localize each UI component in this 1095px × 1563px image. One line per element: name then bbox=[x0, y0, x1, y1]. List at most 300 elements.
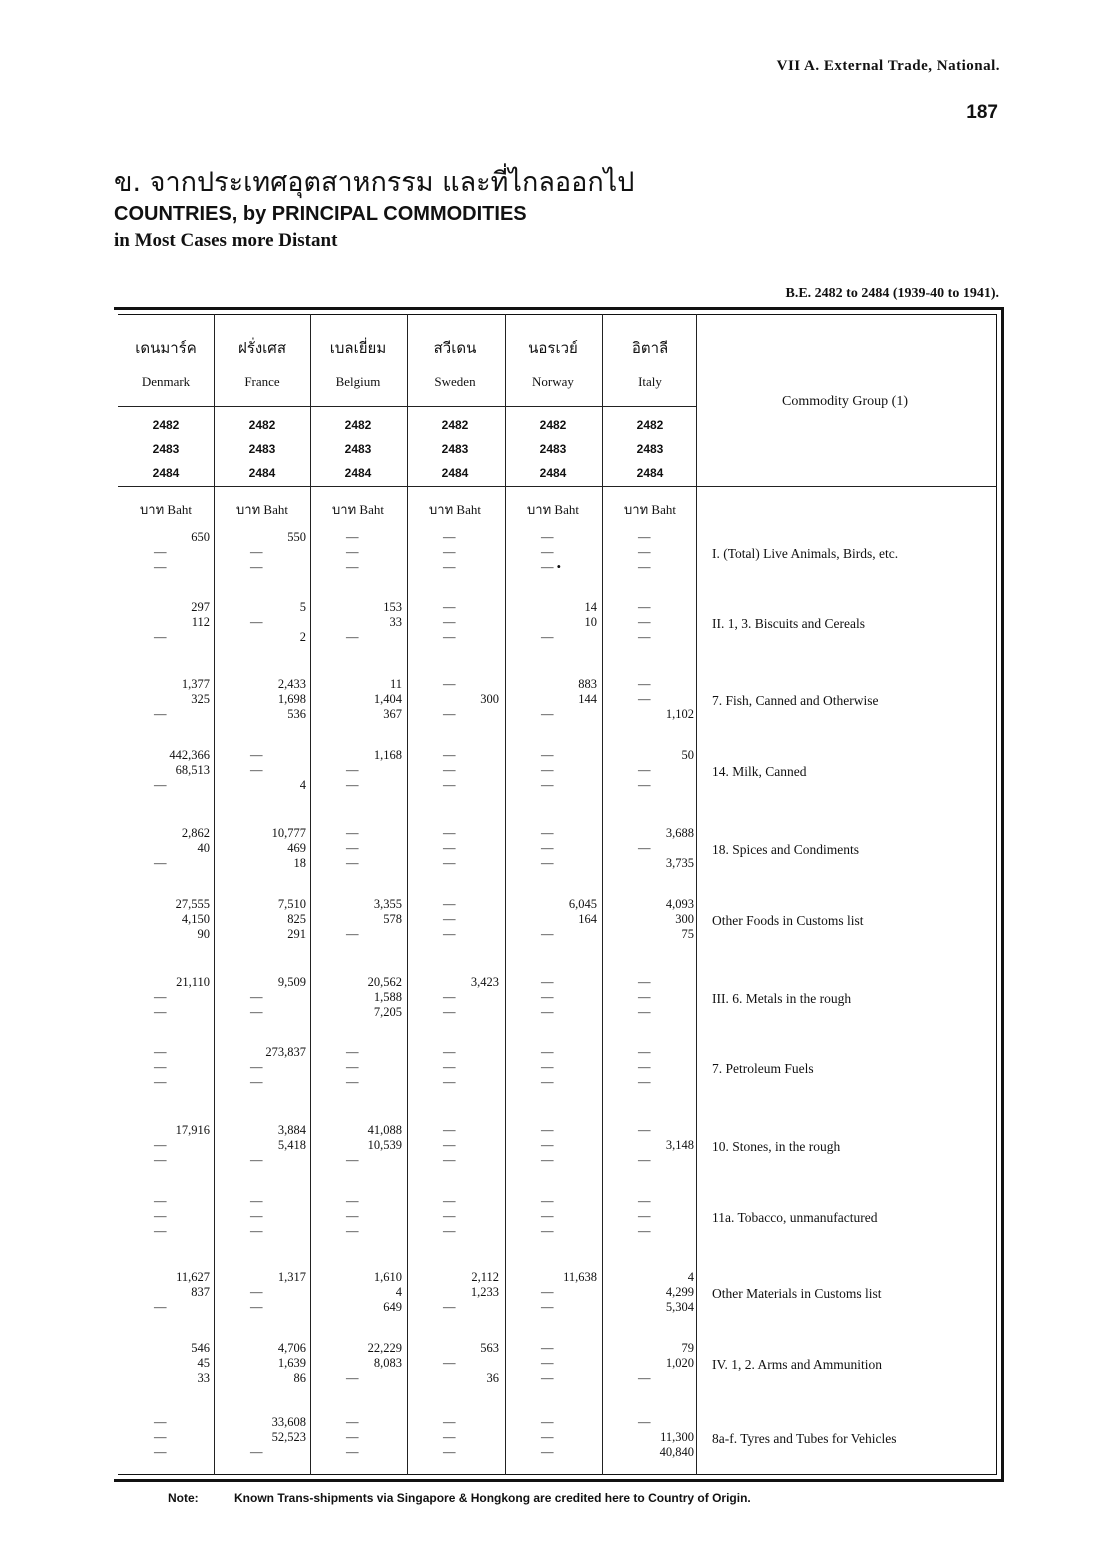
cell-value: 11,638 bbox=[563, 1270, 597, 1284]
cell-value: — bbox=[346, 1045, 359, 1059]
cell-value: — bbox=[443, 841, 456, 855]
cell-value: — bbox=[346, 630, 359, 644]
table-cell bbox=[214, 897, 306, 942]
cell-value: — bbox=[154, 560, 167, 574]
commodity-label: Other Materials in Customs list bbox=[712, 1286, 882, 1301]
table-cell bbox=[310, 897, 402, 942]
cell-value: 546 bbox=[191, 1341, 210, 1355]
section-header: VII A. External Trade, National. bbox=[776, 58, 1000, 74]
cell-value: 1,404 bbox=[373, 692, 402, 706]
cell-value: — bbox=[443, 1194, 456, 1208]
table-cell bbox=[310, 677, 402, 722]
title-thai: ข. จากประเทศอุตสาหกรรม และที่ไกลออกไป bbox=[114, 167, 635, 198]
cell-value: — bbox=[250, 1005, 263, 1019]
cell-value: — bbox=[250, 1194, 263, 1208]
cell-value: — bbox=[443, 1209, 456, 1223]
cell-value: — bbox=[443, 677, 456, 691]
column-header-thai: เบลเยี่ยม bbox=[329, 339, 387, 357]
cell-value: 10,539 bbox=[367, 1138, 402, 1152]
table-cell bbox=[310, 600, 402, 645]
cell-value: — bbox=[154, 1005, 167, 1019]
year-list bbox=[407, 413, 503, 485]
cell-value: — bbox=[541, 1415, 554, 1429]
cell-value: 68,513 bbox=[175, 763, 210, 777]
cell-value: — bbox=[250, 1445, 263, 1459]
cell-value: — bbox=[541, 545, 554, 559]
cell-value: 18 bbox=[293, 856, 306, 870]
header-rule bbox=[118, 406, 696, 407]
column-header-english: Denmark bbox=[141, 374, 191, 389]
cell-value: 1,317 bbox=[277, 1270, 306, 1284]
cell-value: 7,510 bbox=[277, 897, 306, 911]
table-cell bbox=[602, 1045, 694, 1090]
table-cell bbox=[310, 530, 402, 575]
cell-value: 33 bbox=[197, 1371, 210, 1385]
year-label: 2482 bbox=[152, 418, 180, 432]
table-cell bbox=[118, 1270, 210, 1315]
column-header-thai: นอรเวย์ bbox=[528, 339, 578, 357]
table-cell bbox=[214, 1270, 306, 1315]
cell-value: 650 bbox=[191, 530, 210, 544]
cell-value: — bbox=[541, 1371, 554, 1385]
cell-value: 27,555 bbox=[175, 897, 210, 911]
year-label: 2483 bbox=[636, 442, 664, 456]
cell-value: — bbox=[541, 1005, 554, 1019]
commodity-label: Other Foods in Customs list bbox=[712, 913, 864, 928]
cell-value: 3,735 bbox=[665, 856, 694, 870]
column-header-thai: เดนมาร์ค bbox=[135, 339, 197, 357]
cell-value: 3,688 bbox=[665, 826, 694, 840]
cell-value: — bbox=[541, 530, 554, 544]
table-cell bbox=[310, 1415, 402, 1460]
year-label: 2483 bbox=[539, 442, 567, 456]
cell-value: 1,377 bbox=[181, 677, 210, 691]
cell-value: — bbox=[443, 1153, 456, 1167]
table-cell bbox=[214, 677, 306, 722]
cell-value: — bbox=[541, 630, 554, 644]
table-cell bbox=[214, 1341, 306, 1386]
cell-value: 536 bbox=[287, 707, 306, 721]
cell-value: — bbox=[346, 1445, 359, 1459]
table-cell bbox=[602, 826, 694, 871]
table-cell bbox=[407, 600, 499, 645]
unit-label: บาท Baht bbox=[429, 502, 481, 517]
cell-value: 112 bbox=[191, 615, 210, 629]
cell-value: — bbox=[443, 707, 456, 721]
column-header-english: Sweden bbox=[434, 374, 476, 389]
cell-value: — bbox=[541, 975, 554, 989]
table-cell bbox=[118, 748, 210, 793]
title-english: COUNTRIES, by PRINCIPAL COMMODITIES bbox=[114, 203, 527, 225]
unit-label: บาท Baht bbox=[624, 502, 676, 517]
cell-value: — bbox=[154, 1194, 167, 1208]
table-cell bbox=[602, 748, 694, 793]
cell-value: — bbox=[250, 748, 263, 762]
cell-value: — bbox=[541, 927, 554, 941]
cell-value: 20,562 bbox=[367, 975, 402, 989]
table-cell bbox=[407, 1194, 499, 1239]
year-label: 2484 bbox=[636, 466, 664, 480]
cell-value: — bbox=[346, 1224, 359, 1238]
table-cell bbox=[407, 748, 499, 793]
year-label: 2482 bbox=[636, 418, 664, 432]
note-text: Known Trans-shipments via Singapore & Hongkong are credited here to Country of Origin. bbox=[234, 1491, 751, 1505]
cell-value: — bbox=[346, 841, 359, 855]
table-cell bbox=[602, 1415, 694, 1460]
cell-value: — bbox=[250, 990, 263, 1004]
cell-value: 291 bbox=[287, 927, 306, 941]
cell-value: — bbox=[541, 1045, 554, 1059]
cell-value: 825 bbox=[287, 912, 306, 926]
table-cell bbox=[602, 975, 694, 1020]
cell-value: — bbox=[154, 1209, 167, 1223]
table-cell bbox=[310, 1045, 402, 1090]
cell-value: — bbox=[638, 975, 651, 989]
cell-value: — bbox=[638, 530, 651, 544]
cell-value: — bbox=[443, 826, 456, 840]
year-label: 2482 bbox=[539, 418, 567, 432]
cell-value: — bbox=[443, 1005, 456, 1019]
cell-value: — bbox=[250, 1209, 263, 1223]
cell-value: 4 bbox=[687, 1270, 694, 1284]
cell-value: 325 bbox=[191, 692, 210, 706]
cell-value: — bbox=[250, 560, 263, 574]
table-cell bbox=[118, 1194, 210, 1239]
table-cell bbox=[118, 1045, 210, 1090]
cell-value: 1,610 bbox=[373, 1270, 402, 1284]
table-cell bbox=[505, 748, 597, 793]
cell-value: 10 bbox=[584, 615, 597, 629]
cell-value: — bbox=[541, 1445, 554, 1459]
cell-value: 33,608 bbox=[271, 1415, 306, 1429]
cell-value: 1,102 bbox=[665, 707, 694, 721]
cell-value: — bbox=[638, 545, 651, 559]
cell-value: — bbox=[443, 630, 456, 644]
cell-value: — bbox=[443, 912, 456, 926]
cell-value: 11,627 bbox=[176, 1270, 210, 1284]
table-cell bbox=[118, 677, 210, 722]
year-label: 2483 bbox=[344, 442, 372, 456]
year-label: 2484 bbox=[344, 466, 372, 480]
commodity-label: IV. 1, 2. Arms and Ammunition bbox=[712, 1357, 883, 1372]
cell-value: 4,150 bbox=[181, 912, 210, 926]
cell-value: — bbox=[638, 615, 651, 629]
commodity-label: 7. Petroleum Fuels bbox=[712, 1061, 814, 1076]
cell-value: 1,020 bbox=[665, 1356, 694, 1370]
cell-value: — bbox=[346, 826, 359, 840]
table-cell bbox=[214, 1045, 306, 1090]
cell-value: 86 bbox=[293, 1371, 306, 1385]
cell-value: — bbox=[154, 1060, 167, 1074]
page-number: 187 bbox=[966, 102, 998, 123]
table-cell bbox=[310, 1270, 402, 1315]
cell-value: 578 bbox=[383, 912, 402, 926]
year-label: 2483 bbox=[248, 442, 276, 456]
cell-value: — bbox=[541, 1153, 554, 1167]
subtitle-english: in Most Cases more Distant bbox=[114, 230, 338, 251]
cell-value: 40 bbox=[197, 841, 210, 855]
table-cell bbox=[505, 826, 597, 871]
year-list bbox=[505, 413, 601, 485]
table-cell bbox=[214, 748, 306, 793]
table-cell bbox=[118, 897, 210, 942]
table-cell bbox=[407, 1123, 499, 1168]
table-cell bbox=[214, 975, 306, 1020]
cell-value: 3,423 bbox=[470, 975, 499, 989]
cell-value: — bbox=[541, 748, 554, 762]
cell-value: — bbox=[250, 1300, 263, 1314]
cell-value: — bbox=[346, 560, 359, 574]
table-cell bbox=[214, 1194, 306, 1239]
cell-value: 164 bbox=[578, 912, 597, 926]
table-cell bbox=[407, 897, 499, 942]
table-cell bbox=[118, 530, 210, 575]
table-cell bbox=[214, 530, 306, 575]
cell-value: — bbox=[346, 1430, 359, 1444]
cell-value: — bbox=[154, 1138, 167, 1152]
table-cell bbox=[505, 1045, 597, 1090]
cell-value: — bbox=[154, 1445, 167, 1459]
cell-value: 1,233 bbox=[470, 1285, 499, 1299]
table-cell bbox=[407, 975, 499, 1020]
table-cell bbox=[407, 1270, 499, 1315]
cell-value: — bbox=[541, 841, 554, 855]
cell-value: — bbox=[443, 748, 456, 762]
cell-value: 837 bbox=[191, 1285, 210, 1299]
commodity-label: 14. Milk, Canned bbox=[712, 764, 807, 779]
cell-value: — bbox=[541, 1209, 554, 1223]
cell-value: — bbox=[250, 1285, 263, 1299]
cell-value: — bbox=[154, 778, 167, 792]
table-cell bbox=[602, 1194, 694, 1239]
cell-value: 144 bbox=[578, 692, 597, 706]
cell-value: — bbox=[154, 1300, 167, 1314]
cell-value: 4,093 bbox=[665, 897, 694, 911]
year-list bbox=[118, 413, 214, 485]
cell-value: 79 bbox=[681, 1341, 694, 1355]
table-cell bbox=[310, 1194, 402, 1239]
cell-value: — bbox=[443, 990, 456, 1004]
cell-value: — bbox=[638, 1123, 651, 1137]
table-cell bbox=[505, 975, 597, 1020]
table-cell bbox=[407, 677, 499, 722]
period-label: B.E. 2482 to 2484 (1939-40 to 1941). bbox=[785, 286, 999, 301]
cell-value: — bbox=[541, 856, 554, 870]
cell-value: 36 bbox=[486, 1371, 499, 1385]
cell-value: — bbox=[638, 1371, 651, 1385]
cell-value: 2,862 bbox=[181, 826, 210, 840]
cell-value: — bbox=[346, 1153, 359, 1167]
cell-value: — bbox=[346, 1194, 359, 1208]
cell-value: — bbox=[541, 763, 554, 777]
cell-value: — bbox=[443, 600, 456, 614]
table-cell bbox=[214, 1123, 306, 1168]
year-label: 2482 bbox=[248, 418, 276, 432]
cell-value: 8,083 bbox=[373, 1356, 402, 1370]
cell-value: 4 bbox=[395, 1285, 402, 1299]
cell-value: — • bbox=[541, 560, 562, 574]
cell-value: 22,229 bbox=[367, 1341, 402, 1355]
cell-value: 153 bbox=[383, 600, 402, 614]
cell-value: — bbox=[250, 763, 263, 777]
table-cell bbox=[407, 826, 499, 871]
table-cell bbox=[505, 1123, 597, 1168]
cell-value: — bbox=[154, 1075, 167, 1089]
cell-value: — bbox=[346, 856, 359, 870]
cell-value: — bbox=[443, 1415, 456, 1429]
column-divider bbox=[696, 314, 697, 1475]
cell-value: — bbox=[638, 560, 651, 574]
cell-value: — bbox=[154, 1430, 167, 1444]
cell-value: — bbox=[443, 615, 456, 629]
year-label: 2484 bbox=[248, 466, 276, 480]
cell-value: — bbox=[541, 826, 554, 840]
table-cell bbox=[505, 1270, 597, 1315]
cell-value: — bbox=[250, 615, 263, 629]
cell-value: — bbox=[638, 778, 651, 792]
year-label: 2483 bbox=[152, 442, 180, 456]
cell-value: 6,045 bbox=[568, 897, 597, 911]
cell-value: — bbox=[541, 1060, 554, 1074]
cell-value: — bbox=[541, 1430, 554, 1444]
cell-value: — bbox=[541, 1075, 554, 1089]
table-cell bbox=[118, 826, 210, 871]
cell-value: — bbox=[443, 560, 456, 574]
cell-value: — bbox=[154, 545, 167, 559]
unit-label: บาท Baht bbox=[236, 502, 288, 517]
commodity-label: I. (Total) Live Animals, Birds, etc. bbox=[712, 546, 899, 561]
cell-value: 300 bbox=[675, 912, 694, 926]
cell-value: 9,509 bbox=[277, 975, 306, 989]
cell-value: — bbox=[250, 1075, 263, 1089]
cell-value: 4 bbox=[299, 778, 306, 792]
cell-value: — bbox=[154, 1045, 167, 1059]
year-label: 2482 bbox=[344, 418, 372, 432]
cell-value: — bbox=[346, 778, 359, 792]
commodity-label: 18. Spices and Condiments bbox=[712, 842, 859, 857]
cell-value: 3,884 bbox=[277, 1123, 306, 1137]
table-cell bbox=[407, 1045, 499, 1090]
cell-value: 883 bbox=[578, 677, 597, 691]
cell-value: — bbox=[541, 1341, 554, 1355]
cell-value: — bbox=[541, 778, 554, 792]
cell-value: — bbox=[154, 1153, 167, 1167]
cell-value: — bbox=[346, 763, 359, 777]
cell-value: — bbox=[443, 1138, 456, 1152]
cell-value: 300 bbox=[480, 692, 499, 706]
cell-value: — bbox=[541, 990, 554, 1004]
cell-value: — bbox=[346, 545, 359, 559]
table-cell bbox=[310, 748, 402, 793]
cell-value: — bbox=[638, 1194, 651, 1208]
table-cell bbox=[310, 975, 402, 1020]
cell-value: 3,355 bbox=[373, 897, 402, 911]
year-label: 2483 bbox=[441, 442, 469, 456]
cell-value: — bbox=[346, 1075, 359, 1089]
cell-value: — bbox=[250, 545, 263, 559]
cell-value: — bbox=[541, 1138, 554, 1152]
cell-value: — bbox=[638, 1224, 651, 1238]
commodity-label: 7. Fish, Canned and Otherwise bbox=[712, 693, 879, 708]
cell-value: — bbox=[250, 1060, 263, 1074]
cell-value: 469 bbox=[287, 841, 306, 855]
column-header-english: Norway bbox=[532, 374, 574, 389]
cell-value: — bbox=[443, 1123, 456, 1137]
commodity-label: 10. Stones, in the rough bbox=[712, 1139, 841, 1154]
table-cell bbox=[602, 530, 694, 575]
cell-value: 563 bbox=[480, 1341, 499, 1355]
cell-value: — bbox=[443, 927, 456, 941]
cell-value: — bbox=[638, 1209, 651, 1223]
cell-value: 75 bbox=[681, 927, 694, 941]
cell-value: — bbox=[443, 1060, 456, 1074]
table-cell bbox=[602, 1270, 694, 1315]
cell-value: 2,112 bbox=[471, 1270, 499, 1284]
year-label: 2482 bbox=[441, 418, 469, 432]
table-cell bbox=[602, 677, 694, 722]
table-cell bbox=[407, 1415, 499, 1460]
cell-value: — bbox=[638, 692, 651, 706]
cell-value: — bbox=[443, 530, 456, 544]
table-cell bbox=[214, 1415, 306, 1460]
cell-value: 52,523 bbox=[271, 1430, 306, 1444]
cell-value: — bbox=[541, 1285, 554, 1299]
cell-value: 7,205 bbox=[373, 1005, 402, 1019]
table-cell bbox=[505, 530, 597, 575]
table-cell bbox=[602, 1123, 694, 1168]
cell-value: — bbox=[250, 1224, 263, 1238]
table-cell bbox=[214, 826, 306, 871]
cell-value: 2 bbox=[299, 630, 306, 644]
cell-value: 33 bbox=[389, 615, 402, 629]
cell-value: — bbox=[541, 1300, 554, 1314]
unit-label: บาท Baht bbox=[332, 502, 384, 517]
cell-value: — bbox=[346, 1060, 359, 1074]
cell-value: — bbox=[346, 1371, 359, 1385]
cell-value: — bbox=[638, 630, 651, 644]
year-label: 2484 bbox=[539, 466, 567, 480]
cell-value: — bbox=[638, 1075, 651, 1089]
cell-value: — bbox=[443, 1356, 456, 1370]
cell-value: 17,916 bbox=[175, 1123, 210, 1137]
cell-value: — bbox=[638, 1415, 651, 1429]
table-cell bbox=[602, 897, 694, 942]
cell-value: — bbox=[443, 1075, 456, 1089]
cell-value: 4,706 bbox=[277, 1341, 306, 1355]
table-cell bbox=[505, 1415, 597, 1460]
cell-value: — bbox=[638, 1060, 651, 1074]
cell-value: — bbox=[638, 600, 651, 614]
cell-value: — bbox=[541, 1224, 554, 1238]
cell-value: — bbox=[443, 1045, 456, 1059]
cell-value: 297 bbox=[191, 600, 210, 614]
cell-value: — bbox=[541, 1123, 554, 1137]
cell-value: — bbox=[346, 927, 359, 941]
table-cell bbox=[407, 1341, 499, 1386]
cell-value: — bbox=[638, 990, 651, 1004]
column-header-thai: สวีเดน bbox=[433, 339, 477, 357]
cell-value: — bbox=[541, 707, 554, 721]
year-label: 2484 bbox=[152, 466, 180, 480]
cell-value: — bbox=[443, 763, 456, 777]
cell-value: 11 bbox=[389, 677, 402, 691]
cell-value: 1,588 bbox=[373, 990, 402, 1004]
cell-value: 4,299 bbox=[665, 1285, 694, 1299]
cell-value: — bbox=[638, 1153, 651, 1167]
commodity-group-header: Commodity Group (1) bbox=[782, 394, 908, 409]
cell-value: 5,304 bbox=[665, 1300, 694, 1314]
commodity-label: 8a-f. Tyres and Tubes for Vehicles bbox=[712, 1431, 897, 1446]
